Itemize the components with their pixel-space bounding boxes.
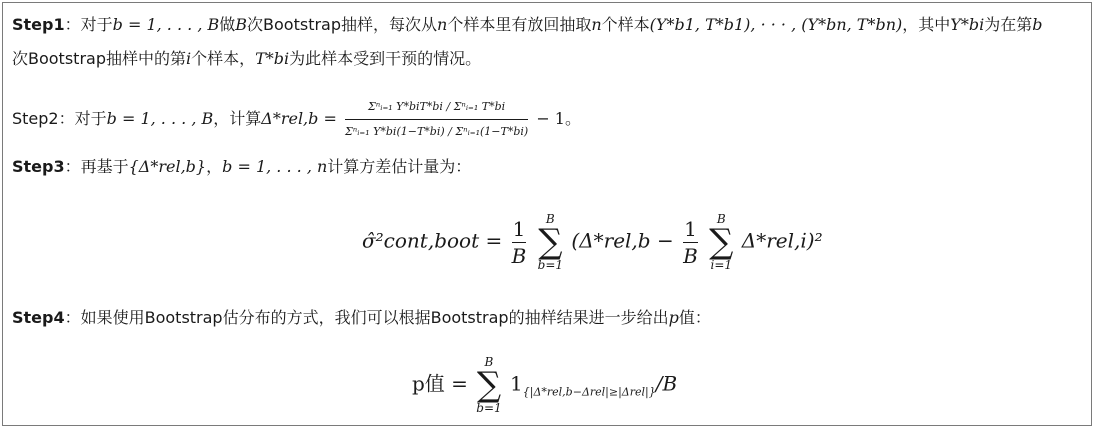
variance-inner-a: (Δ*rel,b −: [571, 228, 674, 253]
step3-b-range: b = 1, . . . , n: [222, 157, 328, 176]
step1-B: B: [235, 15, 248, 34]
pvalue-sum-top: B: [484, 355, 494, 369]
variance-inner-b: Δ*rel,i)²: [741, 228, 823, 253]
step4-line: [12, 307, 711, 329]
step3-line: [12, 156, 471, 178]
step1-T: T*bi: [255, 49, 290, 68]
frac1-den: B: [511, 243, 527, 268]
step1-b-range: b = 1, . . . , B: [112, 15, 220, 34]
step2-b-range: b = 1, . . . , B: [106, 109, 214, 128]
step1-sample-set: (Y*b1, T*b1), · · · , (Y*bn, T*bn): [649, 15, 903, 34]
step1-text-e: 个样本: [601, 15, 650, 34]
step2-label: Step2: [12, 109, 59, 128]
variance-formula: [362, 212, 823, 272]
step1-line1: [12, 14, 1042, 36]
step1-Y: Y*bi: [950, 15, 985, 34]
indicator-one: 1: [510, 371, 523, 396]
step1-text-b: 做: [219, 15, 236, 34]
step1-text-c: 次Bootstrap抽样，每次从: [247, 15, 438, 34]
step3-text-a: ：再基于: [64, 157, 129, 176]
step1-line2: [12, 48, 481, 70]
step2-denominator: Σⁿᵢ₌₁ Y*bi(1−T*bi) / Σⁿᵢ₌₁(1−T*bi): [344, 125, 529, 138]
step2-line: [12, 96, 581, 143]
step1-text-i: 个样本，: [191, 49, 256, 68]
step1-text-g: 为在第: [984, 15, 1033, 34]
step1-text-a: ：对于: [64, 15, 113, 34]
variance-frac2: [683, 217, 698, 268]
frac2-num: 1: [684, 216, 697, 241]
frac2-den: B: [683, 243, 698, 268]
pvalue-sum: B ∑ b=1: [476, 355, 502, 415]
step3-label: Step3: [12, 157, 65, 176]
sum1-top: B: [545, 212, 555, 226]
frac1-num: 1: [512, 216, 526, 241]
step1-b: b: [1032, 15, 1043, 34]
step1-text-j: 为此样本受到干预的情况。: [289, 49, 482, 68]
step1-n2: n: [591, 15, 602, 34]
pvalue-sum-bot: b=1: [476, 401, 502, 415]
step1-n1: n: [437, 15, 448, 34]
variance-lhs: σ̂²cont,boot =: [362, 228, 503, 253]
step1-text-d: 个样本里有放回抽取: [447, 15, 592, 34]
variance-frac1: [512, 217, 527, 268]
step4-p: p: [668, 308, 679, 327]
step4-text-a: ：如果使用Bootstrap估分布的方式，我们可以根据Bootstrap的抽样结果进一步给出: [64, 308, 669, 327]
indicator-condition: {|Δ*rel,b−Δrel|≥|Δrel|}: [522, 385, 656, 399]
step4-label: Step4: [12, 308, 65, 327]
step3-text-c: 计算方差估计量为：: [327, 157, 472, 176]
step2-text-b: ，计算: [213, 109, 262, 128]
step3-set: {Δ*rel,b}: [128, 157, 207, 176]
sum2-bot: i=1: [710, 258, 733, 272]
step1-text-f: ，其中: [902, 15, 951, 34]
sum1-bot: b=1: [537, 258, 564, 272]
step2-fraction: [345, 96, 528, 143]
step1-label: Step1: [12, 15, 65, 34]
step2-tail: − 1。: [536, 109, 581, 128]
sum2: B ∑ i=1: [709, 212, 734, 272]
step1-text-h: 次Bootstrap抽样中的第: [12, 49, 186, 68]
sum2-top: B: [716, 212, 726, 226]
step1-i: i: [185, 49, 192, 68]
sum1: B ∑ b=1: [537, 212, 564, 272]
pvalue-tail: /B: [655, 371, 678, 396]
step2-lhs: Δ*rel,b =: [261, 109, 337, 128]
step4-text-b: 值：: [678, 308, 711, 327]
step2-text-a: ：对于: [58, 109, 107, 128]
pvalue-lhs: p值 =: [412, 371, 468, 396]
step2-numerator: Σⁿᵢ₌₁ Y*biT*bi / Σⁿᵢ₌₁ T*bi: [368, 100, 506, 113]
pvalue-formula: [412, 355, 677, 415]
step3-text-b: ，: [206, 157, 223, 176]
